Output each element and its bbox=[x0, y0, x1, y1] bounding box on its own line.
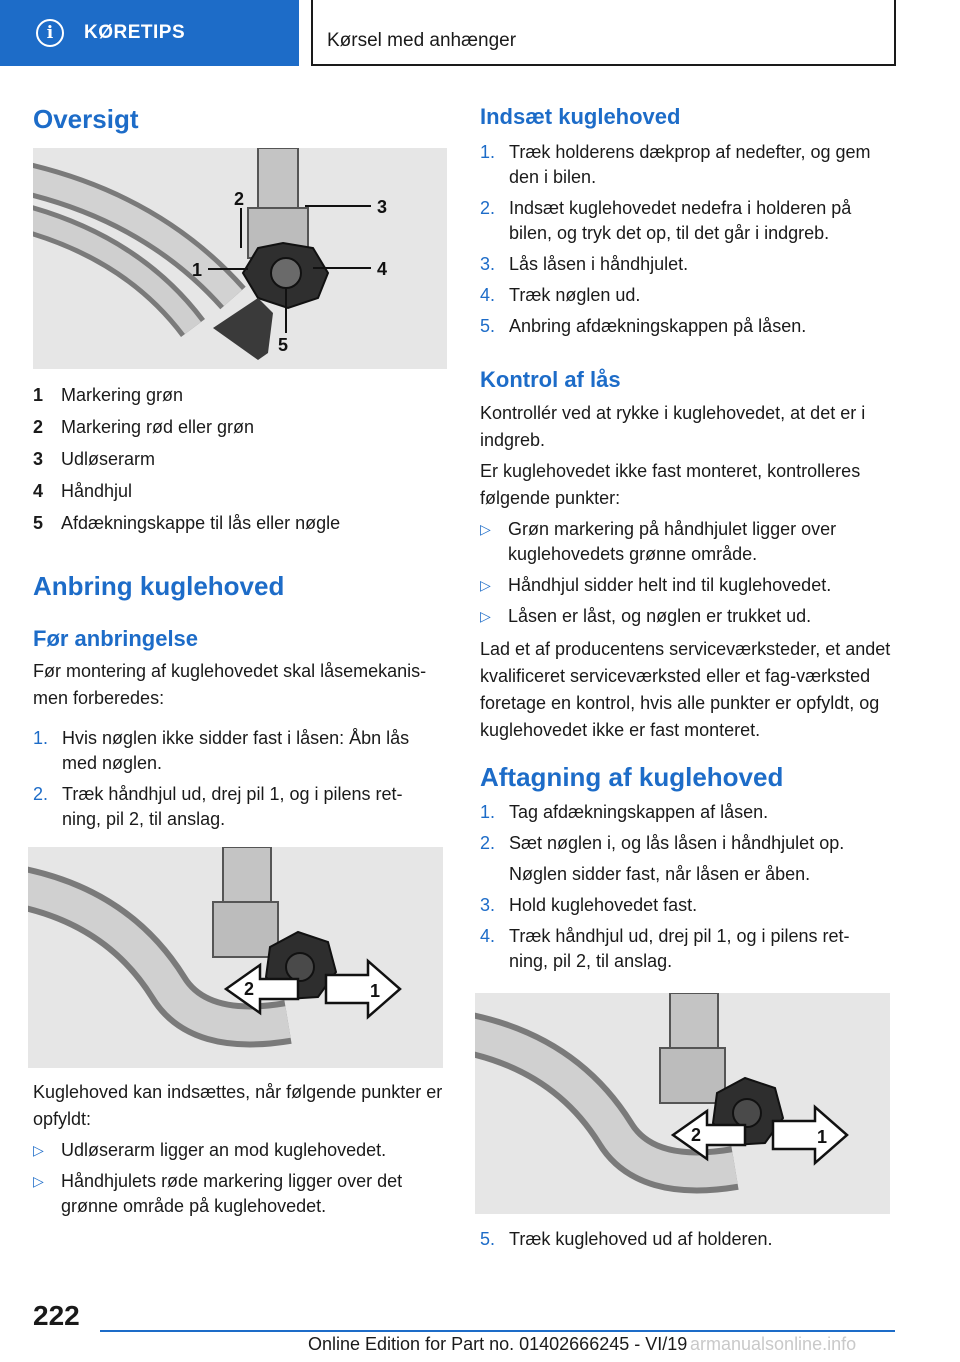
list-item: Nøglen sidder fast, når låsen er åben. bbox=[509, 864, 811, 884]
footer-divider bbox=[100, 1330, 895, 1332]
callout-1: 1 bbox=[817, 1127, 828, 1147]
list-item: 2. Træk håndhjul ud, drej pil 1, og i pilens ret-ning, pil 2, til anslag. bbox=[33, 784, 403, 829]
list-item: 5. Anbring afdækningskappen på låsen. bbox=[480, 316, 807, 336]
list-item: 1. Tag afdækningskappen af låsen. bbox=[480, 802, 769, 822]
check-list bbox=[480, 517, 895, 635]
triangle-bullet-icon: ▷ bbox=[480, 608, 491, 624]
edition-note: Online Edition for Part no. 01402666245 - VI/19 bbox=[308, 1334, 688, 1354]
list-item: ▷ Grøn markering på håndhjulet ligger over kuglehovedets grønne område. bbox=[480, 517, 895, 567]
overview-legend bbox=[33, 383, 448, 543]
header-section-label: KØRETIPS bbox=[84, 22, 186, 43]
callout-2: 2 bbox=[691, 1125, 702, 1145]
callout-4: 4 bbox=[377, 259, 388, 279]
page-title: Kørsel med anhænger bbox=[327, 30, 517, 51]
watermark: armanualsonline.info bbox=[690, 1334, 857, 1354]
insert-steps bbox=[480, 140, 895, 345]
legend-item: 4 Håndhjul bbox=[33, 481, 133, 501]
remove-steps bbox=[480, 800, 880, 980]
legend-item: 2 Markering rød eller grøn bbox=[33, 417, 255, 437]
check-paragraph-1: Kontrollér ved at rykke i kuglehovedet, at det er i indgreb. bbox=[480, 403, 866, 450]
list-item: 1. Træk holderens dækprop af nedefter, og gem den i bilen. bbox=[480, 142, 871, 187]
figure-attach bbox=[28, 847, 443, 1068]
page-number: 222 bbox=[33, 1300, 80, 1331]
list-item: ▷ Låsen er låst, og nøglen er trukket ud. bbox=[480, 604, 895, 629]
header-title-box bbox=[311, 0, 896, 66]
callout-1: 1 bbox=[370, 981, 381, 1001]
callout-5: 5 bbox=[278, 335, 289, 355]
before-heading: Før anbringelse bbox=[33, 626, 199, 651]
list-item: 2. Sæt nøglen i, og lås låsen i håndhjulet op. bbox=[480, 833, 845, 853]
triangle-bullet-icon: ▷ bbox=[33, 1142, 44, 1158]
legend-item: 1 Markering grøn bbox=[33, 385, 184, 405]
conditions-list bbox=[33, 1138, 448, 1225]
before-intro: Før montering af kuglehovedet skal låsemekanis-men forberedes: bbox=[33, 661, 427, 708]
list-item: 4. Træk håndhjul ud, drej pil 1, og i pilens ret-ning, pil 2, til anslag. bbox=[480, 926, 850, 971]
legend-item: 5 Afdækningskappe til lås eller nøgle bbox=[33, 513, 341, 533]
info-icon: i bbox=[36, 19, 64, 47]
list-item: ▷ Håndhjulets røde markering ligger over det grønne område på kuglehovedet. bbox=[33, 1169, 448, 1219]
figure-overview bbox=[33, 148, 447, 369]
triangle-bullet-icon: ▷ bbox=[480, 521, 491, 537]
check-heading: Kontrol af lås bbox=[480, 367, 621, 392]
attach-heading: Anbring kuglehoved bbox=[33, 571, 285, 601]
list-item: 5. Træk kuglehoved ud af holderen. bbox=[480, 1229, 773, 1249]
tow-hitch-handwheel-illustration bbox=[475, 993, 890, 1214]
legend-item: 3 Udløserarm bbox=[33, 449, 156, 469]
remove-heading: Aftagning af kuglehoved bbox=[480, 762, 784, 792]
tow-hitch-handwheel-illustration bbox=[28, 847, 443, 1068]
callout-2: 2 bbox=[234, 189, 245, 209]
list-item: 3. Hold kuglehovedet fast. bbox=[480, 895, 698, 915]
insert-heading: Indsæt kuglehoved bbox=[480, 104, 681, 129]
figure-remove bbox=[475, 993, 890, 1214]
tow-hitch-overview-illustration bbox=[33, 148, 447, 369]
triangle-bullet-icon: ▷ bbox=[480, 577, 491, 593]
header-section-tab bbox=[0, 0, 299, 66]
conditions-intro: Kuglehoved kan indsættes, når følgende punkter er opfyldt: bbox=[33, 1082, 443, 1129]
callout-3: 3 bbox=[377, 197, 388, 217]
list-item: 2. Indsæt kuglehovedet nedefra i holderen på bilen, og tryk det op, til det går i indgreb. bbox=[480, 198, 852, 243]
before-steps bbox=[33, 726, 433, 838]
list-item: ▷ Håndhjul sidder helt ind til kuglehovedet. bbox=[480, 573, 895, 598]
overview-heading: Oversigt bbox=[33, 104, 139, 134]
check-paragraph-3: Lad et af producentens serviceværksteder, et andet kvalificeret serviceværksted eller et fag-værksted foretage en kontrol, hvis alle punkter er opfyldt, og kuglehovedet ikke er fast monteret. bbox=[480, 639, 891, 740]
callout-2: 2 bbox=[244, 979, 255, 999]
check-paragraph-2: Er kuglehovedet ikke fast monteret, kontrolleres følgende punkter: bbox=[480, 461, 861, 508]
triangle-bullet-icon: ▷ bbox=[33, 1173, 44, 1189]
callout-1: 1 bbox=[192, 260, 203, 280]
list-item: 3. Lås låsen i håndhjulet. bbox=[480, 254, 689, 274]
final-step bbox=[480, 1227, 880, 1258]
list-item: 1. Hvis nøglen ikke sidder fast i låsen: Åbn lås med nøglen. bbox=[33, 728, 410, 773]
list-item: ▷ Udløserarm ligger an mod kuglehovedet. bbox=[33, 1138, 448, 1163]
list-item: 4. Træk nøglen ud. bbox=[480, 285, 641, 305]
